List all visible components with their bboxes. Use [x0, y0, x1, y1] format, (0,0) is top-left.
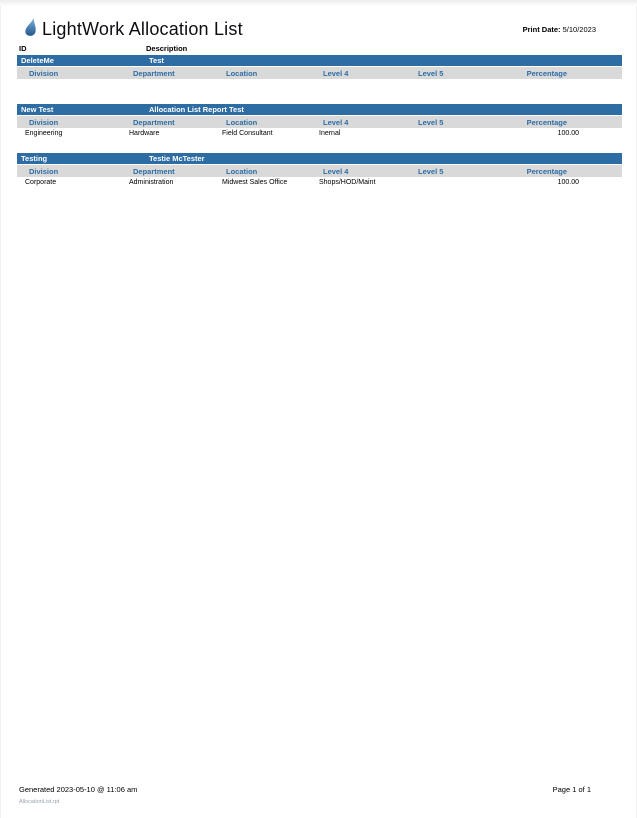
column-label-department: Department	[133, 68, 175, 78]
page-indicator: Page 1 of 1	[552, 785, 591, 794]
section-title-bar	[17, 55, 622, 66]
table-top-header	[19, 44, 620, 53]
column-label-level-5: Level 5	[418, 166, 444, 176]
page-title: LightWork Allocation List	[42, 18, 243, 39]
section-title-bar	[17, 104, 622, 115]
report-header	[23, 18, 243, 40]
column-label-level-5: Level 5	[418, 68, 444, 78]
column-label-percentage: Percentage	[526, 117, 567, 127]
section-description: Testie McTester	[149, 154, 205, 163]
cell-department: Hardware	[129, 130, 160, 137]
column-label-division: Division	[29, 166, 59, 176]
generated-timestamp: Generated 2023-05-10 @ 11:06 am	[19, 785, 138, 794]
cell-level-4: Shops/HOD/Maint	[319, 179, 376, 186]
cell-location: Midwest Sales Office	[222, 179, 288, 186]
description-column-header: Description	[146, 44, 188, 53]
allocation-section	[17, 153, 622, 189]
allocation-section	[17, 55, 622, 91]
cell-division: Engineering	[25, 130, 63, 137]
column-label-division: Division	[29, 68, 59, 78]
report-footer	[19, 785, 591, 805]
print-date	[523, 25, 596, 34]
print-date-label: Print Date:	[522, 25, 561, 34]
cell-location: Field Consultant	[222, 130, 273, 137]
cell-division: Corporate	[25, 179, 57, 186]
column-label-percentage: Percentage	[526, 166, 567, 176]
section-rows	[17, 177, 622, 189]
column-header-row	[17, 67, 622, 79]
section-id: New Test	[21, 105, 54, 114]
footer-left	[19, 785, 137, 805]
report-page	[0, 6, 637, 818]
column-header-row	[17, 165, 622, 177]
sections-container	[17, 55, 622, 202]
print-date-value: 5/10/2023	[562, 25, 596, 34]
column-header-row	[17, 116, 622, 128]
column-label-location: Location	[226, 117, 258, 127]
cell-department: Administration	[129, 179, 174, 186]
section-description: Allocation List Report Test	[149, 105, 244, 114]
column-label-level-5: Level 5	[418, 117, 444, 127]
report-filename: AllocationList.rpt	[19, 799, 60, 805]
flame-droplet-icon	[23, 18, 36, 40]
column-label-level-4: Level 4	[323, 117, 349, 127]
cell-percentage: 100.00	[557, 179, 579, 186]
section-description: Test	[149, 56, 164, 65]
data-row	[17, 128, 622, 139]
column-label-department: Department	[133, 166, 175, 176]
column-label-level-4: Level 4	[323, 166, 349, 176]
data-row	[17, 177, 622, 188]
section-title-bar	[17, 153, 622, 164]
column-label-location: Location	[226, 166, 258, 176]
section-rows	[17, 79, 622, 91]
id-column-header: ID	[19, 44, 27, 53]
column-label-percentage: Percentage	[526, 68, 567, 78]
allocation-section	[17, 104, 622, 140]
section-rows	[17, 128, 622, 140]
cell-level-4: Inernal	[319, 130, 341, 137]
section-id: Testing	[21, 154, 48, 163]
column-label-location: Location	[226, 68, 258, 78]
column-label-division: Division	[29, 117, 59, 127]
cell-percentage: 100.00	[557, 130, 579, 137]
column-label-department: Department	[133, 117, 175, 127]
section-id: DeleteMe	[21, 56, 54, 65]
column-label-level-4: Level 4	[323, 68, 349, 78]
